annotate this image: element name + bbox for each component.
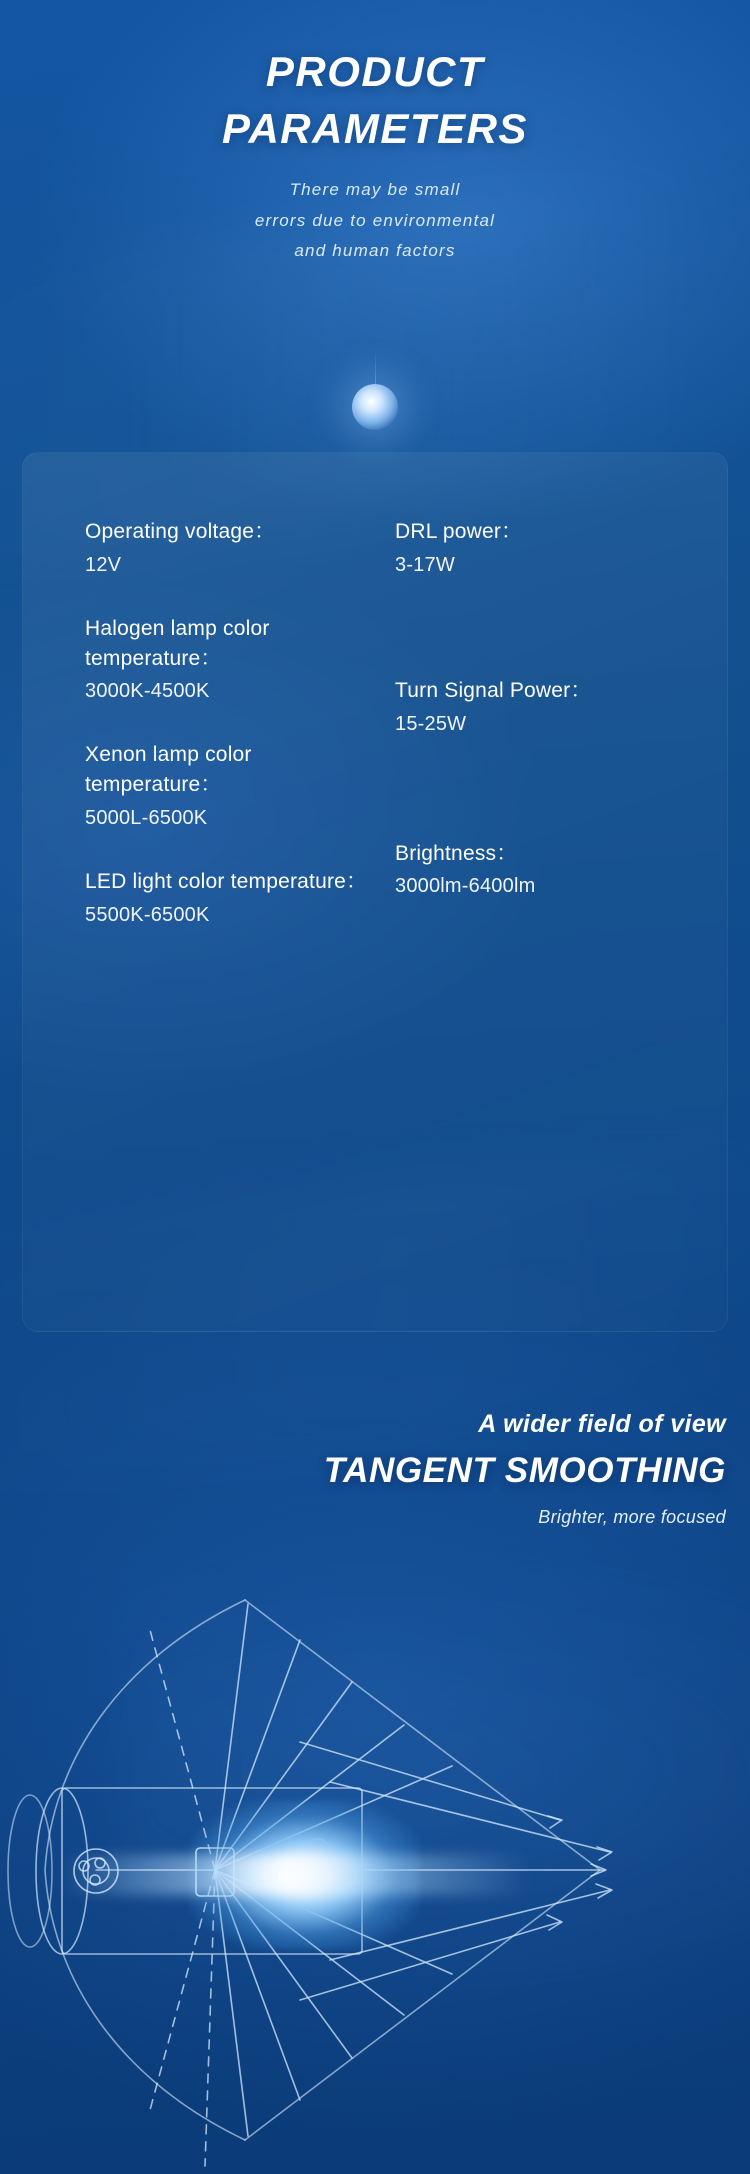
- page-title: [0, 44, 750, 157]
- page-subtitle-line1: There may be small: [289, 180, 461, 200]
- spec-value: 3000lm-6400lm: [395, 875, 536, 898]
- spec-item-brightness: [395, 839, 695, 902]
- spec-item-turn-signal-power: [395, 676, 695, 739]
- banner-bottom-line: Brighter, more focused: [538, 1507, 726, 1527]
- banner-top-line: A wider field of view: [478, 1410, 726, 1438]
- spec-value: 12V: [85, 553, 122, 576]
- specifications-panel: [22, 452, 728, 1332]
- spec-item-operating-voltage: [85, 517, 385, 580]
- page-title-line1: PRODUCT: [265, 48, 485, 95]
- spec-value: 5500K-6500K: [85, 903, 210, 926]
- spec-label: DRL power：: [395, 520, 523, 543]
- spec-item-halogen-color-temperature: [85, 614, 385, 707]
- spec-label: Brightness：: [395, 841, 518, 865]
- lamp-glow-icon: [352, 384, 398, 430]
- page-title-line2: PARAMETERS: [222, 104, 528, 152]
- glow-connector-line: [375, 350, 376, 412]
- page-subtitle: [165, 175, 585, 266]
- spec-label: Operating voltage：: [85, 520, 276, 543]
- spec-item-drl-power: [395, 517, 695, 580]
- spec-label: Turn Signal Power：: [395, 678, 592, 702]
- page-subtitle-line2: errors due to environmental: [254, 210, 496, 230]
- spec-label: Xenon lamp color temperature：: [85, 743, 252, 797]
- page-subtitle-line3: and human factors: [294, 240, 456, 260]
- beam-diagram: [0, 1570, 750, 2174]
- spec-item-led-color-temperature: [85, 867, 385, 930]
- spec-value: 3000K-4500K: [85, 680, 210, 703]
- spec-label: Halogen lamp color temperature：: [85, 616, 270, 670]
- page-header: [0, 0, 750, 266]
- specifications-column-right: [395, 517, 695, 935]
- lamp-glow-group: [0, 368, 750, 438]
- spec-label: LED light color temperature：: [85, 870, 368, 894]
- spec-value: 5000L-6500K: [85, 807, 208, 830]
- spec-item-xenon-color-temperature: [85, 740, 385, 833]
- tangent-smoothing-banner: [26, 1410, 726, 1528]
- spec-value: 15-25W: [395, 712, 467, 735]
- specifications-column-left: [85, 517, 385, 964]
- spec-value: 3-17W: [395, 553, 455, 576]
- banner-title: TANGENT SMOOTHING: [323, 1451, 726, 1490]
